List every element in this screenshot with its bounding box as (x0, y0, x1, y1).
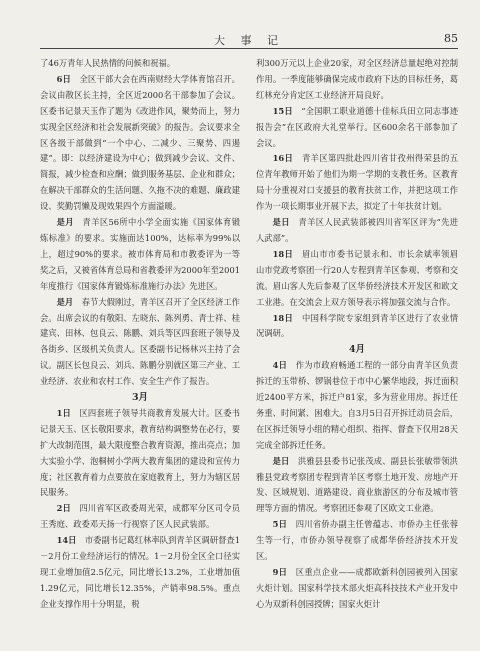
event-text: 四川省侨办副主任曾蕴志、市侨办主任张蓉生等一行，市侨办领导视察了成都华侨经济技术开发区。 (256, 519, 458, 562)
event-date: 是月 (56, 296, 74, 307)
month-heading: 4月 (348, 344, 366, 356)
event-entry (256, 151, 458, 215)
continued-paragraph: 了46万青年人民热情的问候和祝福。 (40, 58, 176, 68)
event-entry (40, 72, 240, 215)
event-date: 是日 (272, 455, 290, 466)
event-date: 是日 (272, 217, 290, 228)
header-title: 大 事 记 (214, 34, 284, 47)
event-text: 青羊区56所中小学全面实施《国家体育锻炼标准》的要求。实施面达100%，达标率为99%以上，超过90%的要求。被市体育局和市教委评为一等奖之后，又被省体育总局和省教委评为2000年至2001年度推行《国家体育锻炼标准施行办法》先进区。 (40, 217, 240, 291)
event-text: 洪雅县县委书记张茂成、副县长张敏带领洪雅县党政考察团专程到青羊区考察土地开发、房地产开发、区域规划、道路建设、商业旅游区的分布及城市管理等方面的情况。考察团还参观了区欧文工业港。 (256, 455, 458, 514)
event-entry (256, 247, 458, 311)
event-entry (40, 406, 240, 501)
event-entry (256, 215, 458, 247)
event-text: “全国职工职业道德十佳标兵田立同志事迹报告会”在区政府大礼堂举行。区600余名干部参加了会议。 (256, 105, 459, 148)
event-text: 区重点企业——成都欧新科创园被列入国家火炬计划。国家科学技术部火炬高科技技术产业开发中心为双新科创园授牌；国家火炬计 (256, 567, 458, 609)
event-text: 市委副书记葛红林率队到青羊区调研督查1－2月份工业经济运行的情况。1－2月份全区全口径实现工业增加值2.5亿元，同比增长13.2%，工业增加值1.29亿元，同比增长12.35%，产销率98.5%。重点企业支撑作用十分明显，税 (40, 535, 240, 609)
event-date: 4日 (272, 360, 288, 371)
event-date: 16日 (272, 153, 294, 164)
event-date: 9日 (272, 567, 288, 577)
event-entry (256, 454, 458, 518)
event-entry (256, 311, 458, 343)
event-date: 14日 (56, 535, 77, 546)
event-date: 1日 (56, 407, 71, 418)
event-entry (256, 104, 458, 152)
event-date: 5日 (272, 519, 288, 530)
event-entry (40, 215, 240, 295)
event-text: 青羊区第四批赴四川省甘孜州得荣县的五位青年教师开始了他们为期一学期的支教任务。区教育局十分重视对口支援县的教育扶贫工作，并把这项工作作为一项长期事业开展下去，拟定了十年扶贫计划。 (256, 153, 458, 212)
event-entry (256, 358, 458, 453)
event-text: 眉山市市委书记景永和、市长余斌率领眉山市党政考察团一行20人专程到青羊区参观、考察和交流。眉山客人先后参观了区华侨经济技术开发区和欧文工业港。在交流会上双方领导表示将加强交流与合作。 (256, 248, 458, 307)
month-heading: 3月 (131, 392, 149, 404)
event-text: 青羊区人民武装部被四川省军区评为“先进人武部”。 (256, 217, 458, 243)
event-entry (256, 565, 458, 613)
event-entry (40, 533, 240, 613)
event-text: 全区干部大会在西南财经大学体育馆召开。会议由散区长主持，全区近2000名干部参加了会议。区委书记景天玉作了题为《改进作风，聚势而上，努力实现全区经济和社会发展新突破》的报告。会议要求全区各级干部做到“一个中心、二减少、三聚势、四遏建”。即：以经济建设为中心；做到减少会议、文件、简报，减少检查和应酬；做到服务基层、企业和群众；在解决干部群众的生活问题、久拖不决的难题、廉政建设、奖勤罚懒及现效果四个方面溢暖。 (40, 73, 240, 212)
event-date: 是月 (56, 217, 74, 228)
event-text: 春节大假刚过，青羊区召开了全区经济工作会。出席会议的有敬阳、左晓东、陈列勇、青士祥、桂建宾、田林、包良云、陈鹏、刘兵等区四套班子领导及各街乡、区级机关负责人。区委副书记杨林兴主持了会议。副区长包良云、刘兵、陈鹏分别就区第三产业、工业经济、农业和农村工作、安全生产作了报告。 (40, 296, 240, 387)
event-date: 2日 (56, 503, 71, 514)
right-column (256, 56, 458, 613)
page-number: 85 (444, 32, 458, 45)
running-header (40, 30, 458, 49)
continued-paragraph: 利300万元以上企业20家，对全区经济总量起绝对控制作用。一季度能够确保完成市政府下达的目标任务，葛红林充分肯定区工业经济开局良好。 (256, 58, 458, 100)
event-text: 四川省军区政委周光荣，成都军分区司令员王秀庭、政委邓天扬一行视察了区人民武装部。 (40, 503, 240, 530)
event-date: 18日 (272, 248, 294, 259)
left-column (40, 56, 240, 613)
event-text: 作为市政府畅通工程的一部分由青羊区负责拆迁的玉带桥、锣锅巷位于市中心繁华地段，拆迁面积近2400平方米，拆迁户81家，多为营业用房。拆迁任务重、时间紧、困难大。自3月5日召开拆迁动员会后，在区拆迁领导小组的精心组织、指挥、督查下仅用28天完成全部拆迁任务。 (256, 360, 458, 450)
event-entry (40, 501, 240, 533)
event-date: 15日 (272, 105, 293, 116)
event-text: 区四套班子领导共商教育发展大计。区委书记景天玉、区长敬阳要求，教育结构调整势在必行，要扩大改制范围，最大限度整合教育资源，推出亮点；加大实验小学、泡桐树小学两大教育集团的建设和宣传力度；社区教育着力点要放在家庭教育上，努力为辖区居民服务。 (40, 407, 240, 498)
event-entry (40, 295, 240, 390)
event-date: 18日 (272, 312, 294, 323)
event-date: 6日 (56, 73, 71, 84)
event-entry (256, 517, 458, 565)
event-text: 中国科学院专家组到青羊区进行了农业情况调研。 (256, 312, 458, 339)
